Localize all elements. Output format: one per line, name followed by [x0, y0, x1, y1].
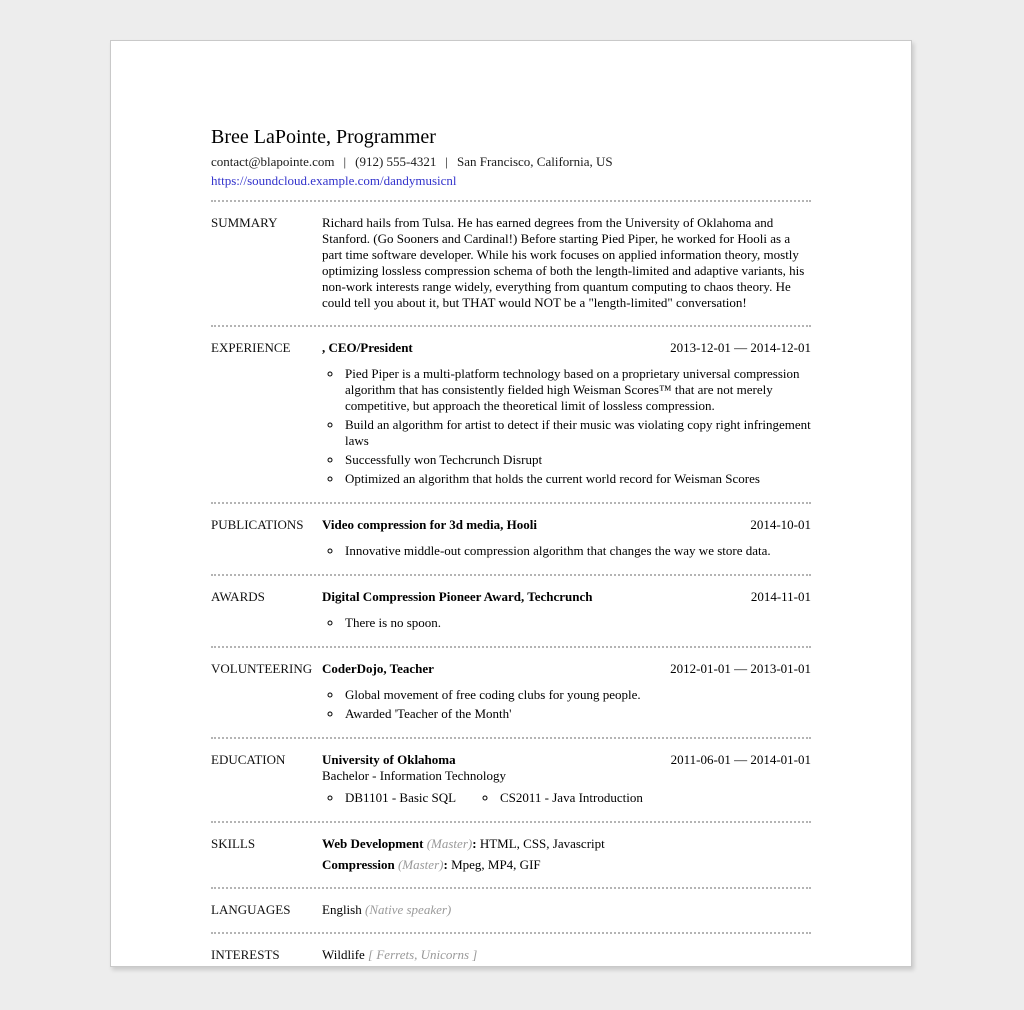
section-label: AWARDS — [211, 589, 265, 604]
list-item: ◦ There is no spoon. — [343, 615, 811, 631]
section-label: EXPERIENCE — [211, 340, 291, 355]
experience-dates: 2013-12-01 — 2014-12-01 — [670, 340, 811, 355]
bullet-list — [322, 687, 811, 722]
section-summary — [211, 202, 811, 327]
section-awards — [211, 576, 811, 648]
list-item: ◦ Build an algorithm for artist to detect if their music was violating copy right infringement laws — [343, 417, 811, 449]
bullet-list — [322, 615, 811, 631]
language-name: English — [322, 902, 362, 917]
publication-date: 2014-10-01 — [750, 517, 811, 532]
education-dates: 2011-06-01 — 2014-01-01 — [670, 752, 811, 767]
volunteering-dates: 2012-01-01 — 2013-01-01 — [670, 661, 811, 676]
award-date: 2014-11-01 — [750, 589, 811, 604]
website-link[interactable]: https://soundcloud.example.com/dandymusicnl — [211, 173, 457, 188]
contact-email: contact@blapointe.com — [211, 154, 335, 169]
bullet-list — [322, 366, 811, 487]
publication-entry-head — [322, 517, 811, 533]
section-education — [211, 739, 811, 823]
education-entry-head — [322, 752, 811, 768]
skill-colon: : — [472, 836, 477, 851]
list-item: ◦ DB1101 - Basic SQL — [343, 790, 498, 806]
skill-keywords: Mpeg, MP4, GIF — [451, 857, 541, 872]
skill-colon: : — [443, 857, 448, 872]
list-item: ◦ Global movement of free coding clubs for young people. — [343, 687, 811, 703]
award-entry-head — [322, 589, 811, 605]
experience-entry-head — [322, 340, 811, 356]
contact-divider: | — [343, 154, 347, 169]
list-item: ◦ Innovative middle-out compression algorithm that changes the way we store data. — [343, 543, 811, 559]
skill-level: (Master) — [426, 836, 473, 851]
skill-level: (Master) — [397, 857, 444, 872]
skill-item — [322, 836, 811, 852]
list-item: ◦ CS2011 - Java Introduction — [498, 790, 811, 806]
list-item: ◦ Awarded 'Teacher of the Month' — [343, 706, 811, 722]
interest-keywords: [ Ferrets, Unicorns ] — [368, 947, 478, 962]
list-item: ◦ Successfully won Techcrunch Disrupt — [343, 452, 811, 468]
section-label: SUMMARY — [211, 215, 278, 230]
contact-location: San Francisco, California, US — [456, 154, 613, 169]
section-label: VOLUNTEERING — [211, 661, 313, 676]
candidate-name: Bree LaPointe, Programmer — [211, 126, 436, 148]
contact-divider: | — [445, 154, 448, 169]
section-label: PUBLICATIONS — [211, 517, 304, 532]
volunteering-entry-head — [322, 661, 811, 677]
language-fluency: (Native speaker) — [364, 902, 452, 917]
experience-title: , CEO/President — [322, 340, 413, 355]
list-item: ◦ Optimized an algorithm that holds the current world record for Weisman Scores — [343, 471, 811, 487]
summary-text: Richard hails from Tulsa. He has earned degrees from the University of Oklahoma and Stanford. (Go Sooners and Cardinal!) Before starting Pied Piper, he worked for Hooli as a part time software developer. While his work focuses on applied information theory, mostly optimizing lossless compression schema of both the length-limited and adaptive variants, his non-work interests range widely, everything from quantum computing to chaos theory. He could tell you about it, but THAT would NOT be a "length-limited" conversation! — [322, 215, 805, 310]
education-degree: Bachelor - Information Technology — [322, 768, 507, 783]
contact-phone: (912) 555-4321 — [355, 154, 437, 169]
skill-item — [322, 857, 811, 873]
skill-name: Compression — [322, 857, 395, 872]
section-interests — [211, 934, 811, 967]
publication-title: Video compression for 3d media, Hooli — [322, 517, 537, 532]
section-languages — [211, 889, 811, 934]
section-label: LANGUAGES — [211, 902, 291, 917]
volunteering-title: CoderDojo, Teacher — [322, 661, 434, 676]
section-experience — [211, 327, 811, 504]
skill-name: Web Development — [322, 836, 424, 851]
contact-line — [211, 154, 811, 170]
resume-page — [110, 40, 912, 967]
section-skills — [211, 823, 811, 889]
section-label: INTERESTS — [211, 947, 280, 962]
section-label: EDUCATION — [211, 752, 286, 767]
education-school: University of Oklahoma — [322, 752, 456, 767]
skill-keywords: HTML, CSS, Javascript — [479, 836, 605, 851]
resume-header — [211, 125, 811, 202]
section-publications — [211, 504, 811, 576]
bullet-list — [322, 543, 811, 559]
section-volunteering — [211, 648, 811, 739]
course-list — [322, 790, 811, 806]
award-title: Digital Compression Pioneer Award, Techcrunch — [322, 589, 593, 604]
section-label: SKILLS — [211, 836, 256, 851]
list-item: ◦ Pied Piper is a multi-platform technology based on a proprietary universal compression algorithm that has consistently fielded high Weisman Scores™ that are not merely competitive, but approach the theoretical limit of lossless compression. — [343, 366, 811, 414]
interest-name: Wildlife — [322, 947, 365, 962]
